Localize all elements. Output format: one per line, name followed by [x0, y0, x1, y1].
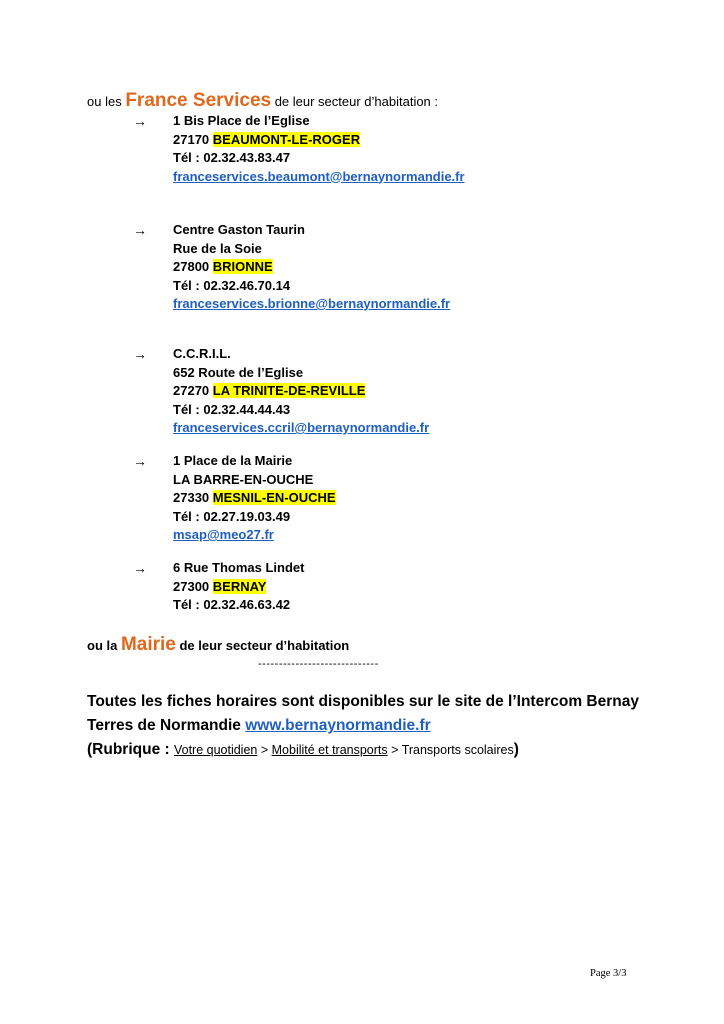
postcode-town-line [173, 578, 304, 597]
final-paragraph [87, 690, 639, 762]
address-line: 1 Bis Place de l’Eglise [173, 113, 310, 128]
mairie-prefix: ou la [87, 638, 121, 653]
rubrique-prefix: (Rubrique : [87, 741, 174, 758]
france-services-title: France Services [125, 90, 272, 111]
arrow-icon: → [133, 346, 147, 362]
town-name: MESNIL-EN-OUCHE [212, 490, 336, 505]
arrow-icon: → [133, 560, 147, 576]
mairie-title: Mairie [120, 634, 176, 655]
address-entry-beaumont [173, 112, 465, 186]
postcode-town-line [173, 131, 465, 150]
postcode: 27330 [173, 490, 213, 505]
rubrique-suffix: ) [513, 741, 519, 758]
address-entry-brionne [173, 221, 450, 314]
phone-number: Tél : 02.32.46.70.14 [173, 277, 291, 293]
address-entry-bernay [173, 559, 304, 615]
phone-number: Tél : 02.32.43.83.47 [173, 150, 291, 165]
postcode-town-line [173, 258, 450, 277]
address-line: Rue de la Soie [173, 240, 262, 256]
address-line: 1 Place de la Mairie [173, 453, 293, 468]
town-name: LA TRINITE-DE-REVILLE [212, 383, 366, 398]
postcode-town-line [173, 382, 429, 401]
phone-number: Tél : 02.27.19.03.49 [173, 508, 291, 524]
rubrique-line [87, 738, 639, 762]
email-link[interactable]: franceservices.beaumont@bernaynormandie.fr [173, 168, 465, 184]
address-entry-ccril [173, 345, 429, 438]
email-link[interactable]: msap@meo27.fr [173, 527, 274, 542]
final-line-1: Toutes les fiches horaires sont disponibles sur le site de l’Intercom Bernay [87, 693, 639, 710]
email-link[interactable]: franceservices.brionne@bernaynormandie.fr [173, 296, 451, 311]
town-name: BERNAY [212, 578, 267, 594]
separator-line: ----------------------------- [258, 658, 379, 670]
mairie-suffix: de leur secteur d’habitation [175, 638, 350, 653]
crumb-separator: > [387, 743, 402, 757]
arrow-icon: → [133, 113, 147, 129]
crumb-transports-scolaires: Transports scolaires [401, 743, 514, 757]
final-line-2-text: Terres de Normandie [87, 717, 246, 734]
address-line: C.C.R.I.L. [173, 346, 231, 361]
crumb-separator: > [257, 743, 272, 757]
address-line: 652 Route de l’Eglise [173, 364, 304, 380]
postcode: 27800 [173, 259, 213, 274]
intro-line [87, 92, 438, 111]
phone-number: Tél : 02.32.46.63.42 [173, 597, 291, 612]
postcode: 27300 [173, 578, 213, 594]
town-name: BEAUMONT-LE-ROGER [212, 131, 361, 147]
intro-prefix: ou les [87, 94, 126, 109]
arrow-icon: → [133, 453, 147, 469]
crumb-mobilite[interactable]: Mobilité et transports [271, 743, 388, 757]
page-number: Page 3/3 [590, 968, 627, 979]
address-entry-mesnil [173, 452, 336, 545]
intro-suffix: de leur secteur d’habitation : [271, 94, 439, 109]
address-line: LA BARRE-EN-OUCHE [173, 471, 314, 487]
postcode: 27170 [173, 131, 213, 147]
postcode-town-line [173, 489, 336, 508]
postcode: 27270 [173, 383, 213, 398]
phone-number: Tél : 02.32.44.44.43 [173, 401, 291, 417]
final-line-2 [87, 714, 639, 738]
mairie-line [87, 636, 349, 655]
email-link[interactable]: franceservices.ccril@bernaynormandie.fr [173, 420, 430, 435]
website-link[interactable]: www.bernaynormandie.fr [245, 717, 431, 734]
crumb-votre-quotidien[interactable]: Votre quotidien [173, 743, 258, 757]
address-line: Centre Gaston Taurin [173, 222, 305, 237]
town-name: BRIONNE [212, 259, 273, 274]
address-line: 6 Rue Thomas Lindet [173, 560, 305, 575]
arrow-icon: → [133, 222, 147, 238]
